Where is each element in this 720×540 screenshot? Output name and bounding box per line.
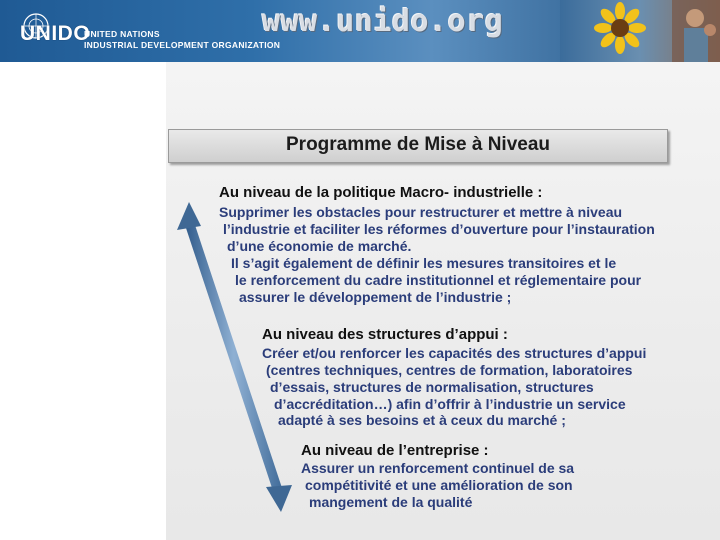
- section-line: d’une économie de marché.: [227, 238, 412, 254]
- industrial-photo: [672, 0, 720, 62]
- header-banner: [0, 0, 720, 62]
- website-url: www.unido.org: [262, 4, 504, 39]
- section-line: (centres techniques, centres de formation, laboratoires: [266, 362, 633, 378]
- section-line: Assurer un renforcement continuel de sa: [301, 460, 575, 476]
- slide-title: Programme de Mise à Niveau: [286, 134, 550, 155]
- section-heading-enterprise: Au niveau de l’entreprise :: [301, 442, 489, 459]
- org-name-line1: UNITED NATIONS: [84, 29, 160, 39]
- section-line: le renforcement du cadre institutionnel et réglementaire pour: [235, 272, 642, 288]
- section-line: d’accréditation…) afin d’offrir à l’industrie un service: [274, 396, 626, 412]
- org-name-line2: INDUSTRIAL DEVELOPMENT ORGANIZATION: [84, 40, 281, 50]
- section-line: Il s’agit également de définir les mesures transitoires et le: [231, 255, 617, 271]
- section-line: compétitivité et une amélioration de son: [305, 477, 573, 493]
- section-line: assurer le développement de l’industrie ;: [239, 289, 512, 305]
- section-line: Supprimer les obstacles pour restructurer et mettre à niveau: [219, 204, 623, 220]
- slide-title-bar: [168, 129, 668, 163]
- section-line: l’industrie et faciliter les réformes d’ouverture pour l’instauration: [223, 221, 655, 237]
- unido-logo-text: UNIDO: [20, 22, 91, 45]
- section-line: adapté à ses besoins et à ceux du marché ;: [278, 412, 566, 428]
- section-line: Créer et/ou renforcer les capacités des structures d’appui: [262, 345, 647, 361]
- banner-photo-strip: [560, 0, 720, 62]
- section-heading-macro: Au niveau de la politique Macro- industrielle :: [219, 184, 543, 201]
- sunflower-image: [594, 2, 646, 54]
- section-line: d’essais, structures de normalisation, structures: [270, 379, 594, 395]
- section-heading-support: Au niveau des structures d’appui :: [262, 326, 508, 343]
- section-line: mangement de la qualité: [309, 494, 473, 510]
